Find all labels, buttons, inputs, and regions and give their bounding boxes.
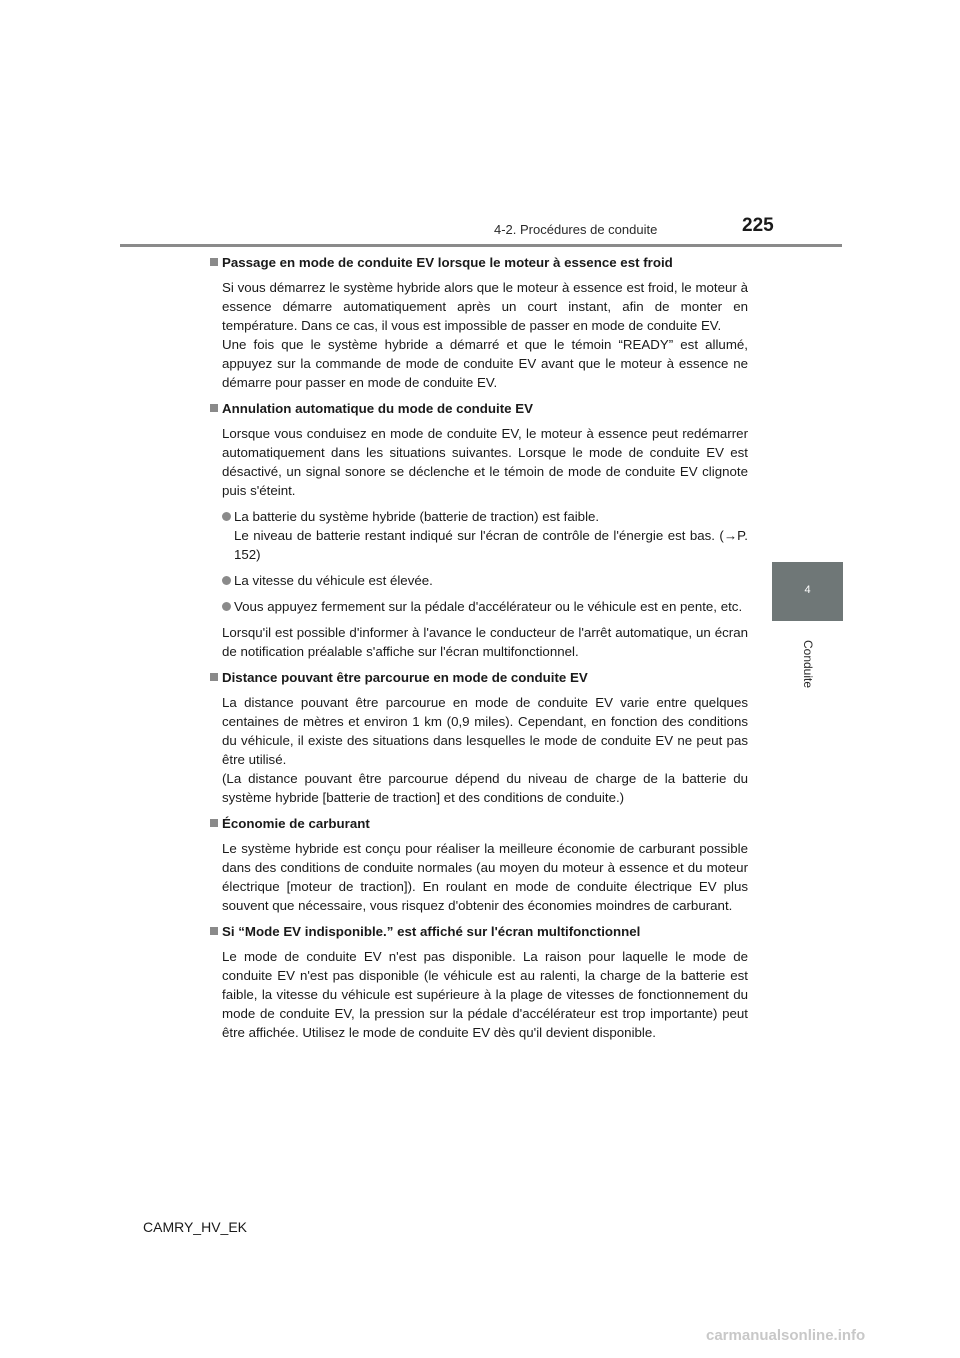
round-bullet-icon	[222, 602, 231, 611]
round-bullet-icon	[222, 576, 231, 585]
section-title: Économie de carburant	[210, 814, 748, 833]
chapter-tab	[772, 562, 843, 621]
section-title: Passage en mode de conduite EV lorsque le moteur à essence est froid	[210, 253, 748, 272]
chapter-number: 4	[804, 584, 811, 596]
page-number: 225	[742, 215, 774, 236]
watermark: carmanualsonline.info	[706, 1327, 866, 1344]
section-title: Si “Mode EV indisponible.” est affiché sur l'écran multifonctionnel	[210, 922, 748, 941]
square-bullet-icon	[210, 673, 218, 681]
footer-model-code: CAMRY_HV_EK	[143, 1219, 248, 1235]
paragraph: Le mode de conduite EV n'est pas disponible. La raison pour laquelle le mode de conduite EV n'est pas disponible (le véhicule est au ralenti, la charge de la batterie est faible, la vitesse du véhicule est supérieure à la plage de vitesses de fonctionnement du mode de conduite EV, la pression sur la pédale d'accélérateur est trop importante) peut être affichée. Utilisez le mode de conduite EV dès qu'il devient disponible.	[222, 949, 748, 1040]
paragraph: Lorsque vous conduisez en mode de conduite EV, le moteur à essence peut redémarrer automatiquement dans les situations suivantes. Lorsque le mode de conduite EV est désactivé, un signal sonore se déclenche et le témoin de mode de conduite EV clignote puis s'éteint.	[222, 426, 748, 498]
chapter-label	[780, 634, 836, 694]
section-title: Distance pouvant être parcourue en mode de conduite EV	[210, 668, 748, 687]
list-item: La batterie du système hybride (batterie de traction) est faible. Le niveau de batterie restant indiqué sur l'écran de contrôle de l'énergie est bas. (→P. 152)	[222, 507, 748, 564]
paragraph: Lorsqu'il est possible d'informer à l'avance le conducteur de l'arrêt automatique, un écran de notification préalable s'affiche sur l'écran multifonctionnel.	[222, 625, 748, 659]
paragraph: Le système hybride est conçu pour réaliser la meilleure économie de carburant possible dans des conditions de conduite normales (au moyen du moteur à essence et du moteur électrique [moteur de traction]). En roulant en mode de conduite électrique EV plus souvent que nécessaire, vous risquez d'obtenir des économies moindres de carburant.	[222, 841, 748, 913]
header-rule	[120, 244, 842, 247]
round-bullet-icon	[222, 512, 231, 521]
header-section-title: 4-2. Procédures de conduite	[494, 222, 658, 237]
section-ev-unavailable	[210, 922, 748, 1042]
page-content	[210, 253, 748, 1049]
square-bullet-icon	[210, 404, 218, 412]
paragraph: La distance pouvant être parcourue en mode de conduite EV varie entre quelques centaines de mètres et environ 1 km (0,9 miles). Cependant, en fonction des conditions du véhicule, il existe des situations dans lesquelles le mode de conduite EV ne peut pas être utilisé. (La distance pouvant être parcourue dépend du niveau de charge de la batterie du système hybride [batterie de traction] et des conditions de conduite.)	[222, 695, 748, 805]
list-item: La vitesse du véhicule est élevée.	[222, 571, 748, 590]
square-bullet-icon	[210, 819, 218, 827]
chapter-label-text: Conduite	[801, 639, 815, 689]
paragraph: Si vous démarrez le système hybride alors que le moteur à essence est froid, le moteur à essence démarre automatiquement après un court instant, afin de monter en température. Dans ce cas, il vous est impossible de passer en mode de conduite EV. Une fois que le système hybride a démarré et que le témoin “READY” est allumé, appuyez sur la commande de mode de conduite EV avant que le moteur à essence ne démarre pour passer en mode de conduite EV.	[222, 280, 748, 390]
section-ev-distance	[210, 668, 748, 807]
list-item: Vous appuyez fermement sur la pédale d'accélérateur ou le véhicule est en pente, etc.	[222, 597, 748, 616]
square-bullet-icon	[210, 258, 218, 266]
section-fuel-economy	[210, 814, 748, 915]
square-bullet-icon	[210, 927, 218, 935]
section-auto-cancel	[210, 399, 748, 661]
section-ev-cold-engine	[210, 253, 748, 392]
section-title: Annulation automatique du mode de conduite EV	[210, 399, 748, 418]
